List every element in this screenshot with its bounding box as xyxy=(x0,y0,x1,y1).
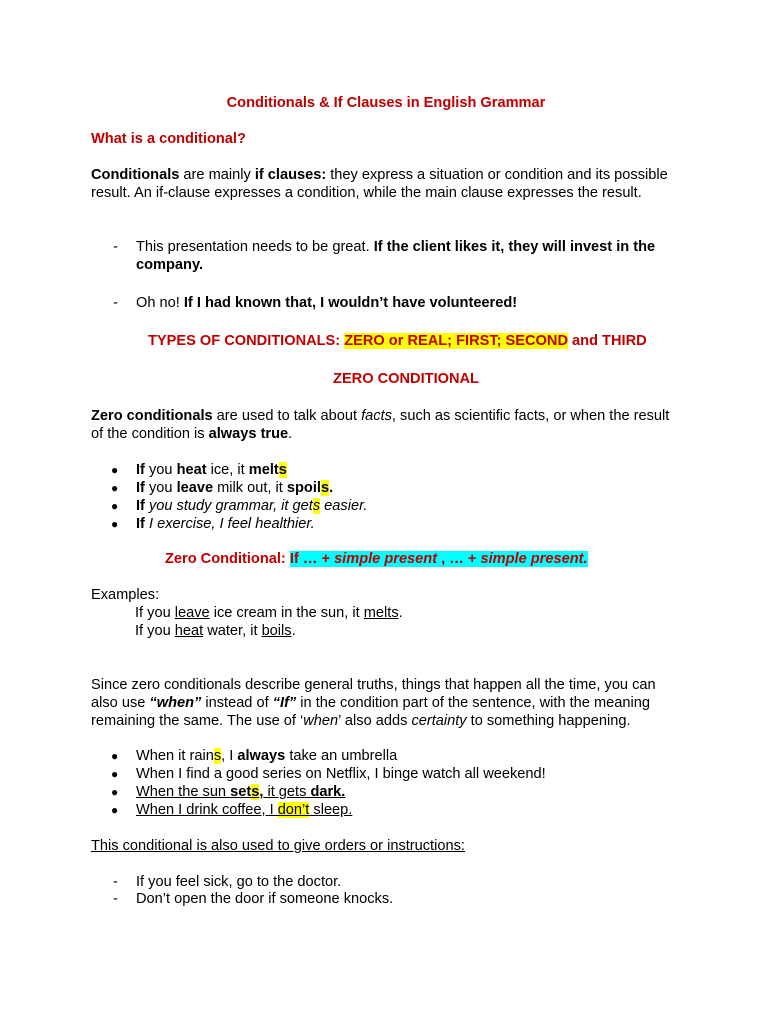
example-plain: Oh no! xyxy=(136,295,184,311)
bullet-bold: heat xyxy=(176,462,207,478)
dash-marker: - xyxy=(113,295,118,311)
orders-heading: This conditional is also used to give orders or instructions: xyxy=(91,838,465,854)
when-italic-certainty: certainty xyxy=(411,713,467,729)
bullet-bold: set xyxy=(230,784,252,800)
bullet-italic: easier. xyxy=(320,498,368,514)
example-line-2 xyxy=(135,622,675,640)
when-text: in the condition part of the sentence, with the meaning remaining the same. The use of ‘ xyxy=(91,695,650,729)
bullet-bold-always: always xyxy=(237,748,286,764)
when-text: instead of xyxy=(201,695,273,711)
bullet-text: ice, it xyxy=(206,462,249,478)
bullet-bold: spoil xyxy=(286,480,321,496)
bullet-if: If xyxy=(136,462,145,478)
bullet-marker: ● xyxy=(111,767,119,781)
bullet-marker: ● xyxy=(111,785,119,799)
bullet-marker: ● xyxy=(111,803,119,817)
bullet-text: When I find a good series on Netflix, I binge watch all weekend! xyxy=(136,766,546,782)
bullet-highlight: s xyxy=(213,748,222,764)
types-pre: TYPES OF CONDITIONALS: xyxy=(148,333,345,349)
intro-text-2: they express a situation or condition and its possible result. An if-clause expresses a condition, while the main clause expresses the result. xyxy=(91,167,668,201)
bullet-if: If xyxy=(136,480,145,496)
example-text: If you xyxy=(135,623,175,639)
example-text xyxy=(136,238,681,274)
zero-def-text-3: . xyxy=(288,426,293,442)
zero-conditional-heading: ZERO CONDITIONAL xyxy=(333,371,479,387)
example-text: . xyxy=(398,605,403,621)
when-text: ’ also adds xyxy=(338,713,412,729)
bullet-bold: . xyxy=(329,480,334,496)
bullet-if: If xyxy=(136,498,145,514)
section-heading-what-is: What is a conditional? xyxy=(91,131,246,147)
example-text: ice cream in the sun, it xyxy=(209,605,364,621)
bullet-text: When the sun xyxy=(136,784,231,800)
example-underlined: melts xyxy=(363,605,399,621)
when-text: Since zero conditionals describe general truths, things that happen all the time, you can also use xyxy=(91,677,656,711)
example-line-1 xyxy=(135,604,675,622)
document-title: Conditionals & If Clauses in English Grammar xyxy=(226,95,546,111)
types-heading xyxy=(148,332,708,350)
bullet-text: sleep. xyxy=(309,802,353,818)
example-underlined: leave xyxy=(174,605,210,621)
bullet-bold-dark: dark. xyxy=(310,784,346,800)
when-text: to something happening. xyxy=(466,713,631,729)
list-item-text xyxy=(136,479,681,497)
example-text: If you xyxy=(135,605,175,621)
list-item-text xyxy=(136,801,681,819)
bullet-text: you xyxy=(144,462,177,478)
bullet-text: take an umbrella xyxy=(285,748,398,764)
instruction-text: If you feel sick, go to the doctor. xyxy=(136,874,342,890)
zero-def-italic-facts: facts xyxy=(361,408,392,424)
formula-label: Zero Conditional: xyxy=(165,551,290,567)
formula-highlight xyxy=(290,551,588,567)
example-underlined: heat xyxy=(174,623,204,639)
when-quote-if: “If” xyxy=(272,695,297,711)
dash-marker: - xyxy=(113,239,118,255)
zero-definition-paragraph xyxy=(91,407,681,443)
instruction-text: Don’t open the door if someone knocks. xyxy=(136,891,394,907)
bullet-if: If xyxy=(136,516,145,532)
bullet-text: you xyxy=(144,480,177,496)
bullet-italic: I exercise, I feel healthier. xyxy=(144,516,315,532)
formula-part: If … + xyxy=(289,551,335,567)
intro-bold-if-clauses: if clauses: xyxy=(254,167,327,183)
bullet-highlight: s xyxy=(251,784,260,800)
list-item-text xyxy=(136,497,681,515)
types-post: and THIRD xyxy=(568,333,647,349)
zero-def-text-1: are used to talk about xyxy=(212,408,362,424)
bullet-marker: ● xyxy=(111,517,119,531)
zero-def-bold-always-true: always true xyxy=(208,426,289,442)
example-underlined: boils xyxy=(261,623,292,639)
when-quote-when: “when” xyxy=(149,695,202,711)
example-text xyxy=(136,294,681,312)
formula-italic: simple present. xyxy=(480,551,588,567)
bullet-marker: ● xyxy=(111,749,119,763)
bullet-highlight: s xyxy=(320,480,330,496)
bullet-text: it gets xyxy=(263,784,311,800)
when-paragraph xyxy=(91,676,681,730)
bullet-highlight: don’t xyxy=(277,802,310,818)
example-text: . xyxy=(291,623,296,639)
bullet-text: When I drink coffee, I xyxy=(136,802,278,818)
bullet-marker: ● xyxy=(111,481,119,495)
bullet-text: milk out, it xyxy=(213,480,287,496)
example-bold: If I had known that, I wouldn’t have volunteered! xyxy=(183,295,518,311)
list-item-text xyxy=(136,783,681,801)
bullet-text: , I xyxy=(221,748,238,764)
example-plain: This presentation needs to be great. xyxy=(136,239,374,255)
when-italic: when xyxy=(303,713,339,729)
bullet-bold: melt xyxy=(248,462,279,478)
list-item-text xyxy=(136,747,681,765)
bullet-highlight: s xyxy=(312,498,321,514)
types-highlighted: ZERO or REAL; FIRST; SECOND xyxy=(344,333,568,349)
zero-def-bold-1: Zero conditionals xyxy=(91,408,213,424)
list-item-text xyxy=(136,461,681,479)
intro-text-1: are mainly xyxy=(179,167,255,183)
formula-part: , … + xyxy=(437,551,481,567)
zero-def-text-2: , such as scientific facts, or when the result of the condition is xyxy=(91,408,670,442)
dash-marker: - xyxy=(113,874,118,890)
bullet-highlight: s xyxy=(278,462,287,478)
example-bold: If the client likes it, they will invest in the company. xyxy=(136,239,656,273)
dash-marker: - xyxy=(113,891,118,907)
examples-label: Examples: xyxy=(91,587,160,603)
bullet-bold: leave xyxy=(176,480,214,496)
formula-italic: simple present xyxy=(334,551,438,567)
bullet-marker: ● xyxy=(111,463,119,477)
list-item-text xyxy=(136,515,681,533)
bullet-bold: , xyxy=(259,784,264,800)
example-text: water, it xyxy=(203,623,262,639)
zero-conditional-formula xyxy=(165,550,725,568)
intro-bold-conditionals: Conditionals xyxy=(91,167,180,183)
bullet-text: When it rain xyxy=(136,748,214,764)
list-item-text xyxy=(136,765,681,783)
intro-paragraph xyxy=(91,166,681,202)
bullet-italic: you study grammar, it get xyxy=(144,498,313,514)
bullet-marker: ● xyxy=(111,499,119,513)
